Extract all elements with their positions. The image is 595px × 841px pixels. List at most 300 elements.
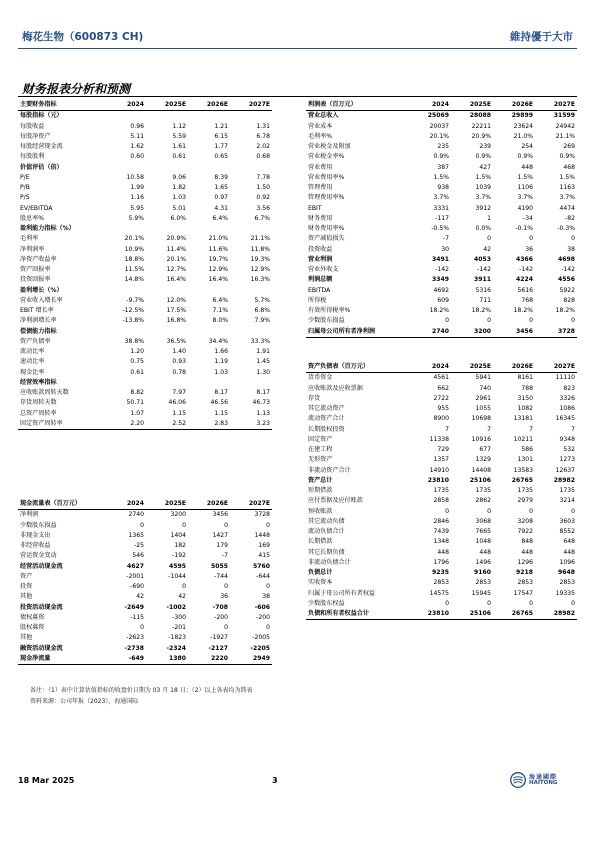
row-label: 营业收入增长率	[20, 296, 63, 304]
row-label: 有效所得税率%	[308, 307, 351, 314]
cell-value: -2205	[250, 644, 270, 652]
cell-value: 2.20	[104, 419, 146, 430]
cell-value: -115	[130, 613, 144, 621]
table-header-row	[18, 499, 272, 510]
note-line: 备注：（1）表中计算估值指标的收盘价日期为 03 月 18 日；（2）以上各表均为简表	[30, 687, 253, 694]
table-subheader-row	[18, 562, 272, 572]
table-subheader-row	[18, 224, 272, 234]
cell-value: 30	[441, 245, 449, 253]
row-label: 投资收益	[308, 245, 333, 253]
row-label: 财务费用	[308, 214, 333, 222]
cell-value: 7	[529, 425, 533, 433]
row-label: 实收资本	[308, 579, 333, 587]
row-label: 净利润	[20, 511, 39, 519]
cell-value: -7	[221, 552, 228, 560]
cell-value: 3912	[475, 204, 491, 212]
cell-value: 3200	[170, 511, 186, 519]
table-subheader-row	[18, 163, 272, 173]
cell-value: -1002	[166, 603, 186, 611]
cell-value: 0	[266, 624, 270, 631]
cell-value: 9218	[516, 569, 533, 576]
cell-value: 2.52	[146, 419, 188, 430]
cell-value	[188, 224, 230, 234]
cell-value: 1.31	[256, 122, 270, 130]
cell-value	[188, 163, 230, 173]
row-label: 速动比率	[20, 358, 45, 366]
table-row	[306, 425, 577, 435]
cell-value: 1.03	[172, 194, 186, 202]
cell-value: 0.93	[172, 358, 186, 366]
table-row	[306, 163, 577, 173]
table-subheader-row	[306, 111, 577, 122]
cell-value: 2024	[104, 499, 146, 510]
cell-value: 42	[483, 245, 491, 253]
table-row	[18, 531, 272, 541]
cell-value	[104, 163, 146, 173]
cell-value: -649	[104, 654, 146, 665]
cell-value: 0	[182, 583, 186, 590]
cell-value: 9648	[558, 569, 575, 576]
table-row	[306, 517, 577, 527]
table-row	[18, 398, 272, 408]
cell-value: 11.6%	[208, 245, 228, 253]
cell-value: 2025E	[146, 499, 188, 510]
cell-value: 0.9%	[433, 153, 449, 161]
cell-value: 4595	[169, 562, 186, 570]
table-row	[306, 435, 577, 445]
cell-value: 10916	[471, 435, 491, 443]
cell-value: 955	[437, 405, 449, 412]
table-row	[18, 152, 272, 162]
table-row	[306, 152, 577, 162]
cell-value: 12.7%	[166, 266, 186, 273]
cell-value: 3491	[432, 255, 449, 263]
cell-value: 5.01	[172, 204, 186, 212]
cell-value: 4053	[474, 255, 491, 263]
row-label: EBIT 增长率	[20, 307, 54, 314]
cell-value: 5.7%	[254, 296, 270, 304]
table-row	[18, 265, 272, 275]
row-label: 每股收益	[20, 122, 45, 130]
cell-value: 1.40	[172, 348, 186, 355]
cell-value: 427	[479, 163, 491, 171]
cell-value: 1.62	[130, 143, 144, 150]
cell-value: 1055	[475, 405, 491, 412]
cell-value: 1.03	[214, 368, 228, 376]
cell-value: 677	[479, 446, 491, 453]
cell-value: 2026E	[493, 362, 535, 373]
cell-value: 7665	[475, 528, 491, 535]
cell-value: 21.0%	[208, 235, 228, 243]
cell-value: 1.12	[172, 122, 186, 130]
cell-value: 254	[521, 143, 533, 150]
cell-value: 740	[479, 384, 491, 392]
cell-value: 2740	[409, 327, 451, 338]
cell-value: 1.99	[130, 184, 144, 191]
cell-value: 448	[437, 548, 449, 556]
cell-value: 0	[529, 507, 533, 515]
row-label: 少数股东损益	[20, 521, 57, 529]
cell-value: 0	[487, 317, 491, 325]
cell-value: 5.11	[130, 132, 144, 140]
table-row	[18, 183, 272, 193]
row-label: 应收账款周转天数	[20, 389, 69, 396]
cell-value: 4692	[433, 286, 449, 294]
cell-value: 10.58	[126, 173, 144, 181]
cell-value: 18.2%	[555, 307, 575, 314]
row-label: 所得税	[308, 296, 327, 304]
table-row	[18, 388, 272, 398]
cell-value: 5760	[253, 562, 270, 570]
cell-value: 1427	[212, 531, 228, 539]
cell-value: 11.5%	[124, 266, 144, 273]
cell-value	[146, 327, 188, 337]
cell-value: 14910	[429, 466, 449, 474]
row-label: 流动比率	[20, 348, 45, 355]
cell-value: 3.7%	[475, 194, 491, 202]
table-row	[18, 275, 272, 285]
cell-value: 1.77	[214, 143, 228, 150]
cell-value: 21.1%	[250, 235, 270, 243]
logo-text-en: HAITONG	[529, 780, 558, 786]
cell-value: 1.5%	[475, 173, 491, 181]
table-row	[306, 122, 577, 132]
cell-value: 0	[445, 507, 449, 515]
table-subheader-row	[18, 378, 272, 388]
row-label: 资产总计	[308, 476, 333, 484]
row-label: 现金比率	[20, 368, 45, 376]
row-label: 资产减值损失	[308, 235, 345, 243]
cell-value: 1735	[517, 487, 533, 494]
row-label: 流动负债合计	[308, 528, 345, 535]
table-row	[306, 527, 577, 537]
cell-value	[230, 286, 272, 296]
haitong-logo-icon	[510, 772, 526, 788]
cell-value: 4561	[433, 374, 449, 382]
cell-value: 26765	[511, 476, 533, 484]
cell-value: 2024	[409, 362, 451, 373]
cell-value: 25069	[427, 112, 449, 120]
table-row	[306, 173, 577, 183]
cell-value: 2862	[475, 497, 491, 505]
cell-value: 46.56	[210, 399, 228, 407]
cell-value: 5.9%	[128, 214, 144, 222]
cell-value	[104, 111, 146, 122]
cell-value: 1365	[128, 531, 144, 539]
table-row	[306, 286, 577, 296]
table-row	[18, 245, 272, 255]
cell-value: 3.56	[256, 204, 270, 212]
row-label: 经营活动现金流	[20, 562, 63, 570]
cell-value: 2.02	[256, 143, 270, 150]
haitong-logo	[510, 772, 590, 790]
cash-flow-table	[18, 499, 272, 665]
cell-value: 3214	[559, 497, 575, 505]
cell-value: 0.92	[256, 194, 270, 202]
row-label: 现金流量表（百万元）	[18, 499, 104, 510]
row-label: 应付票据及应付账款	[308, 497, 363, 505]
row-label: 利润表（百万元）	[306, 100, 409, 111]
table-header-row	[306, 100, 577, 111]
cell-value: -2649	[124, 603, 144, 611]
cell-value: 3.7%	[517, 194, 533, 202]
cell-value: 3.23	[230, 419, 272, 430]
row-label: 归属母公司所有者净利润	[306, 327, 409, 338]
cell-value: 2027E	[230, 100, 272, 111]
cell-value: 23810	[409, 609, 451, 620]
cell-value: -2001	[126, 572, 144, 580]
table-row	[306, 486, 577, 496]
cell-value: 1.19	[214, 358, 228, 366]
cell-value: 8161	[517, 374, 533, 382]
cell-value: 1.21	[214, 122, 228, 130]
cell-value: 12.9%	[208, 266, 228, 273]
cell-value: 0.61	[172, 153, 186, 161]
row-label: 短期借款	[308, 487, 333, 494]
cell-value: 12637	[555, 466, 575, 474]
row-label: 其它流动负债	[308, 517, 345, 525]
row-label: 非经营收益	[20, 542, 51, 549]
cell-value: 16.3%	[250, 276, 270, 284]
cell-value: 1357	[433, 456, 449, 464]
cell-value: 7	[571, 425, 575, 433]
cell-value: 10698	[471, 415, 491, 423]
cell-value: 17.5%	[166, 307, 186, 314]
cell-value: 938	[437, 184, 449, 191]
cell-value: 14575	[429, 589, 449, 597]
cell-value: 1106	[517, 184, 533, 191]
cell-value: 16.8%	[166, 317, 186, 325]
cell-value: 8.17	[214, 389, 228, 396]
table-row	[306, 224, 577, 234]
page-number: 3	[272, 776, 278, 785]
table-row	[18, 368, 272, 378]
row-label: 营业利润	[308, 255, 333, 263]
row-label: 其他	[20, 634, 33, 642]
cell-value: 6.0%	[170, 214, 186, 222]
cell-value: 1296	[517, 558, 533, 566]
cell-value: 1.5%	[433, 173, 449, 181]
cell-value: 4698	[558, 255, 575, 263]
cell-value: 448	[521, 163, 533, 171]
cell-value: 38	[567, 245, 575, 253]
table-row	[18, 623, 272, 633]
row-label: 少数股东权益	[308, 599, 345, 607]
cell-value: 28982	[535, 609, 577, 620]
cell-value	[104, 286, 146, 296]
section-divider	[18, 96, 577, 97]
row-label: 毛利率	[20, 235, 39, 243]
cell-value: 20.9%	[166, 235, 186, 243]
cell-value: 4627	[127, 562, 144, 570]
cell-value: 448	[521, 548, 533, 556]
row-label: 每股经营现金流	[20, 143, 63, 150]
row-label: 股权募资	[20, 624, 45, 631]
row-label: 存货	[308, 394, 321, 402]
row-label: 在建工程	[308, 446, 333, 453]
cell-value	[188, 111, 230, 122]
row-label: 负债总计	[308, 569, 333, 576]
cell-value: -744	[214, 572, 228, 580]
table-row	[18, 142, 272, 152]
row-label: 偿债能力指标	[20, 327, 57, 335]
cell-value: 6.8%	[254, 307, 270, 314]
cell-value: 2025E	[451, 100, 493, 111]
cell-value: 0	[487, 599, 491, 607]
table-row	[306, 466, 577, 476]
cell-value: -12.5%	[122, 307, 144, 314]
header-divider	[18, 48, 577, 49]
row-label: 营业外收支	[308, 266, 339, 273]
row-label: 长期借款	[308, 538, 333, 546]
table-subheader-row	[18, 654, 272, 665]
cell-value	[188, 286, 230, 296]
cell-value: 711	[479, 296, 491, 304]
table-row	[306, 316, 577, 326]
row-label: 负债和所有者权益合计	[306, 609, 409, 620]
row-label: 预收账款	[308, 507, 333, 515]
cell-value: 2026E	[493, 100, 535, 111]
table-row	[18, 409, 272, 419]
cell-value: 1796	[433, 558, 449, 566]
cell-value: 10.9%	[124, 245, 144, 253]
table-row	[306, 234, 577, 244]
cell-value: -142	[435, 266, 449, 273]
cell-value: 1	[487, 214, 491, 222]
cell-value: 36	[525, 245, 533, 253]
row-label: 资产	[20, 572, 33, 580]
row-label: 资产负债率	[20, 337, 51, 345]
income-statement-table	[306, 100, 577, 338]
cell-value: -1927	[210, 634, 228, 642]
section-title: 财务报表分析和预测	[22, 82, 131, 96]
table-row	[306, 132, 577, 142]
cell-value: 6.4%	[212, 296, 228, 304]
row-label: 营业税金率%	[308, 153, 345, 161]
cell-value: 19335	[555, 589, 575, 597]
table-row	[18, 347, 272, 357]
cell-value: 13181	[513, 415, 533, 423]
cell-value: 662	[437, 384, 449, 392]
cell-value: 4.31	[214, 204, 228, 212]
cell-value: 7.9%	[254, 317, 270, 325]
row-label: 归属于母公司所有者权益	[308, 589, 376, 597]
table-row	[18, 572, 272, 582]
cell-value: 9.06	[172, 173, 186, 181]
table-subheader-row	[306, 476, 577, 486]
row-label: 利润总额	[308, 276, 333, 284]
cell-value: 8.82	[130, 389, 144, 396]
row-label: P/E	[20, 173, 30, 181]
cell-value: -2623	[126, 634, 144, 642]
cell-value: 8.39	[214, 173, 228, 181]
cell-value: -200	[256, 613, 270, 621]
cell-value: 1.65	[214, 184, 228, 191]
row-label: P/B	[20, 184, 30, 191]
table-subheader-row	[18, 644, 272, 654]
table-row	[306, 548, 577, 558]
cell-value: 1348	[433, 538, 449, 546]
cell-value: 4190	[517, 204, 533, 212]
row-label: 固定资产	[308, 435, 333, 443]
cell-value: -0.5%	[431, 225, 449, 232]
row-label: 其它长期负债	[308, 548, 345, 556]
cell-value: 16345	[555, 415, 575, 423]
cell-value: 1039	[475, 184, 491, 191]
cell-value: 38.8%	[124, 337, 144, 345]
cell-value: -2324	[166, 644, 186, 652]
cell-value: 0	[529, 317, 533, 325]
cell-value: -2127	[208, 644, 228, 652]
cell-value: 8900	[433, 415, 449, 423]
cell-value: 38	[262, 593, 270, 601]
cell-value: 0	[445, 317, 449, 325]
table-row	[18, 296, 272, 306]
cell-value: 0	[487, 235, 491, 243]
cell-value: 0.9%	[475, 153, 491, 161]
table-row	[306, 245, 577, 255]
cell-value: 24942	[555, 122, 575, 130]
cell-value: 2740	[128, 511, 144, 519]
cell-value: 18.2%	[471, 307, 491, 314]
cell-value: 1.07	[130, 409, 144, 417]
cell-value: 15945	[471, 589, 491, 597]
row-label: 每股净资产	[20, 132, 51, 140]
cell-value: 1096	[559, 558, 575, 566]
cell-value: 50.71	[126, 399, 144, 407]
row-label: 净利润增长率	[20, 317, 57, 325]
cell-value: 0.0%	[475, 225, 491, 232]
table-row	[18, 419, 272, 430]
table-row	[18, 193, 272, 203]
table-row	[306, 373, 577, 384]
cell-value	[230, 378, 272, 388]
cell-value: 4474	[559, 204, 575, 212]
cell-value: -690	[130, 583, 144, 590]
cell-value: 532	[563, 446, 575, 453]
cell-value: 0	[529, 599, 533, 607]
cell-value: 0.75	[130, 358, 144, 366]
cell-value: 2858	[433, 497, 449, 505]
table-row	[18, 132, 272, 142]
cell-value: 0.9%	[559, 153, 575, 161]
cell-value: 1.45	[256, 358, 270, 366]
row-label: 非流动资产合计	[308, 466, 351, 474]
cell-value: 23810	[427, 476, 449, 484]
row-label: 每股指标（元）	[20, 112, 63, 120]
cell-value: 0.78	[172, 368, 186, 376]
cell-value: 3728	[535, 327, 577, 338]
row-label: 营业费用	[308, 163, 333, 171]
cell-value: 2949	[230, 654, 272, 665]
cell-value: 2026E	[188, 499, 230, 510]
cell-value: 1.13	[256, 409, 270, 417]
cell-value: 2220	[188, 654, 230, 665]
cell-value: 20.9%	[471, 132, 491, 140]
cell-value: 468	[563, 163, 575, 171]
row-label: 流动资产合计	[308, 415, 345, 423]
cell-value: 5316	[475, 286, 491, 294]
row-label: 长期股权投资	[308, 425, 345, 433]
cell-value: 25106	[451, 609, 493, 620]
cell-value: 46.06	[168, 399, 186, 407]
cell-value: 0	[224, 624, 228, 631]
cell-value: 2853	[559, 579, 575, 587]
table-row	[18, 613, 272, 623]
cell-value: 3200	[451, 327, 493, 338]
cell-value: 1273	[559, 456, 575, 464]
cell-value: 1048	[475, 538, 491, 546]
